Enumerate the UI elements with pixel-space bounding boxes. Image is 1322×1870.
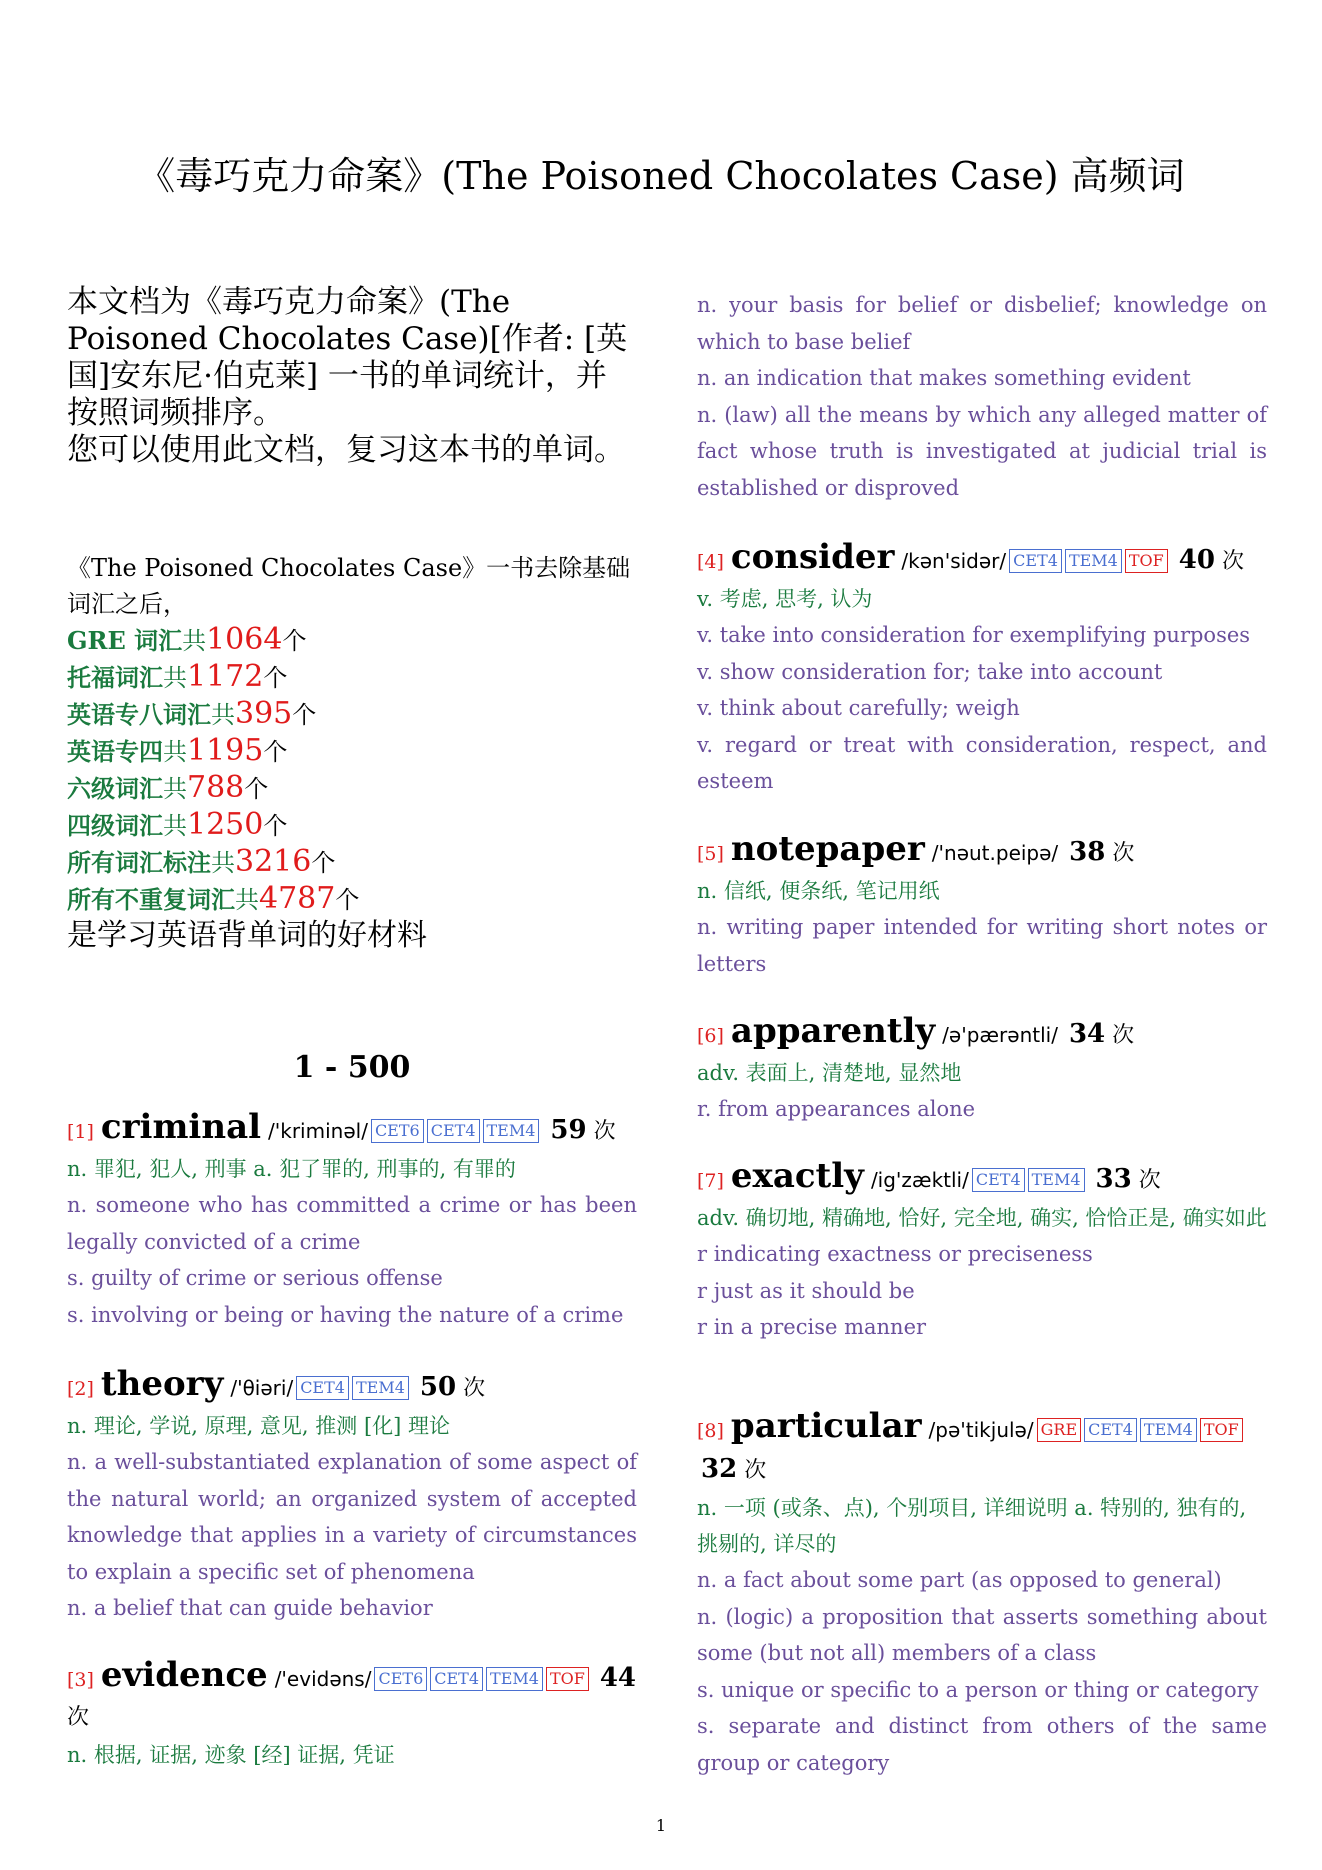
stat-unit: 个 <box>311 849 336 877</box>
entry-count: 40 <box>1178 545 1215 575</box>
entry-count-unit: 次 <box>463 1376 486 1401</box>
entry-tag: CET6 <box>374 1667 427 1691</box>
stat-label: 六级词汇 <box>67 774 163 803</box>
entry-index: [1] <box>67 1121 94 1143</box>
stats-block <box>67 550 637 954</box>
entry-tag: TOF <box>1125 549 1168 573</box>
word-entry <box>697 287 1267 506</box>
entry-phonetic: /kən'sidər/ <box>901 549 1007 573</box>
entry-tag: CET4 <box>427 1119 480 1143</box>
entry-count-unit: 次 <box>1138 1168 1161 1193</box>
stat-row <box>67 844 637 881</box>
entry-definition: n. a belief that can guide behavior <box>67 1596 433 1620</box>
intro-line-2: 您可以使用此文档，复习这本书的单词。 <box>67 432 625 468</box>
entry-definition: n. writing paper intended for writing short notes or letters <box>697 915 1267 976</box>
entry-phonetic: /ə'pærəntli/ <box>942 1023 1058 1047</box>
word-entry <box>697 1012 1267 1128</box>
entry-head <box>67 1108 637 1151</box>
stats-final: 是学习英语背单词的好材料 <box>67 918 427 953</box>
entry-tag: TEM4 <box>1028 1168 1085 1192</box>
entry-count: 59 <box>550 1115 587 1145</box>
entry-word: particular <box>730 1406 922 1446</box>
word-entry <box>67 1656 637 1773</box>
entry-definition: s. separate and distinct from others of the same group or category <box>697 1714 1267 1775</box>
stat-unit: 个 <box>263 664 288 692</box>
entry-count: 33 <box>1095 1164 1132 1194</box>
entry-word: criminal <box>100 1107 262 1147</box>
entry-count: 50 <box>419 1372 457 1402</box>
entry-definition: s. guilty of crime or serious offense <box>67 1266 443 1290</box>
entry-head <box>67 1656 637 1737</box>
stat-row <box>67 696 637 733</box>
entry-chinese: adv. 表面上, 清楚地, 显然地 <box>697 1061 962 1085</box>
entry-tag: CET4 <box>430 1667 483 1691</box>
stat-label: 所有词汇标注 <box>67 848 211 877</box>
entry-count: 34 <box>1068 1019 1106 1049</box>
entry-definition: n. someone who has committed a crime or has been legally convicted of a crime <box>67 1193 637 1254</box>
entry-phonetic: /'kriminəl/ <box>268 1119 368 1143</box>
word-entry <box>697 830 1267 982</box>
range-heading: 1 - 500 <box>293 1050 411 1085</box>
entry-head <box>697 538 1267 581</box>
entry-tag: TEM4 <box>352 1376 409 1400</box>
stat-number: 788 <box>187 770 245 805</box>
entry-head <box>67 1365 637 1408</box>
entry-definition: r in a precise manner <box>697 1315 927 1339</box>
stat-unit: 个 <box>282 627 307 655</box>
entry-count-unit: 次 <box>744 1458 767 1483</box>
stat-number: 1172 <box>187 659 264 694</box>
entry-index: [8] <box>697 1420 724 1442</box>
entry-phonetic: /'θiəri/ <box>230 1376 294 1400</box>
stat-row <box>67 770 637 807</box>
word-entry <box>697 1157 1267 1346</box>
entry-chinese: n. 罪犯, 犯人, 刑事 a. 犯了罪的, 刑事的, 有罪的 <box>67 1157 516 1181</box>
entry-definition: r. from appearances alone <box>697 1097 976 1121</box>
stat-row <box>67 733 637 770</box>
stat-label: 英语专八词汇 <box>67 700 211 729</box>
stat-unit: 个 <box>292 701 317 729</box>
entry-count-unit: 次 <box>67 1705 90 1730</box>
entry-word: theory <box>100 1364 224 1404</box>
stat-label: GRE 词汇 <box>67 626 183 655</box>
entry-head <box>697 1407 1267 1490</box>
stat-unit: 个 <box>263 738 288 766</box>
entry-word: exactly <box>730 1156 864 1196</box>
entry-chinese: n. 信纸, 便条纸, 笔记用纸 <box>697 879 940 903</box>
entry-definition: n. a fact about some part (as opposed to general) <box>697 1568 1222 1592</box>
entry-count: 32 <box>701 1454 738 1484</box>
entry-definition: n. an indication that makes something evident <box>697 366 1191 390</box>
entry-tag: TOF <box>546 1667 589 1691</box>
intro-text <box>67 284 637 469</box>
entry-count-unit: 次 <box>1112 1023 1135 1048</box>
entry-definition: n. (law) all the means by which any alleged matter of fact whose truth is investigated at judicial trial is established or disproved <box>697 402 1267 500</box>
entry-word: apparently <box>730 1011 936 1051</box>
stat-unit: 个 <box>263 812 288 840</box>
entry-tag: TOF <box>1200 1418 1243 1442</box>
entry-tag: CET6 <box>371 1119 424 1143</box>
entry-tag: CET4 <box>1009 549 1062 573</box>
stat-row <box>67 807 637 844</box>
entry-index: [6] <box>697 1025 724 1047</box>
entry-head <box>697 1157 1267 1200</box>
entry-chinese: adv. 确切地, 精确地, 恰好, 完全地, 确实, 恰恰正是, 确实如此 <box>697 1206 1267 1230</box>
entry-count-unit: 次 <box>1112 841 1135 866</box>
entry-head <box>697 1012 1267 1055</box>
stat-number: 4787 <box>259 881 336 916</box>
entry-definition: v. think about carefully; weigh <box>697 696 1020 720</box>
stat-unit: 个 <box>335 886 360 914</box>
entry-definition: v. show consideration for; take into account <box>697 659 1163 684</box>
entry-index: [2] <box>67 1378 94 1400</box>
entry-index: [3] <box>67 1669 94 1691</box>
stat-mid: 共 <box>182 627 207 655</box>
entry-tag: CET4 <box>296 1376 349 1400</box>
entry-chinese: n. 一项 (或条、点), 个别项目, 详细说明 a. 特别的, 独有的, 挑剔的, 详尽的 <box>697 1496 1247 1556</box>
stat-unit: 个 <box>244 775 269 803</box>
word-entry <box>67 1108 637 1333</box>
entry-definition: n. your basis for belief or disbelief; knowledge on which to base belief <box>697 293 1267 354</box>
entry-definition: s. involving or being or having the nature of a crime <box>67 1302 624 1327</box>
stat-mid: 共 <box>163 738 187 766</box>
stat-label: 英语专四 <box>67 737 163 766</box>
entry-chinese: n. 理论, 学说, 原理, 意见, 推测 [化] 理论 <box>67 1414 451 1438</box>
stat-label: 四级词汇 <box>67 811 163 840</box>
word-entry <box>697 1407 1267 1781</box>
entry-index: [7] <box>697 1170 724 1192</box>
entry-count-unit: 次 <box>593 1119 616 1144</box>
stat-mid: 共 <box>163 812 187 840</box>
entry-definition: n. (logic) a proposition that asserts something about some (but not all) members of a class <box>697 1604 1267 1665</box>
entry-word: consider <box>730 537 895 577</box>
stat-row <box>67 659 637 696</box>
entry-chinese: n. 根据, 证据, 迹象 [经] 证据, 凭证 <box>67 1743 395 1767</box>
page-number: 1 <box>655 1816 667 1835</box>
entry-count: 38 <box>1069 837 1106 867</box>
entry-word: notepaper <box>730 829 925 869</box>
stat-row <box>67 622 637 659</box>
entry-tag: CET4 <box>972 1168 1025 1192</box>
intro-line-1: 本文档为《毒巧克力命案》(The Poisoned Chocolates Case)[作者: [英国]安东尼·伯克莱] 一书的单词统计，并按照词频排序。 <box>67 284 628 431</box>
entry-chinese: v. 考虑, 思考, 认为 <box>697 587 873 611</box>
entry-tag: GRE <box>1037 1418 1082 1442</box>
entry-definition: v. regard or treat with consideration, respect, and esteem <box>697 732 1267 793</box>
entry-definition: s. unique or specific to a person or thing or category <box>697 1677 1259 1702</box>
stat-number: 1250 <box>187 807 264 842</box>
stat-label: 托福词汇 <box>67 663 163 692</box>
stat-mid: 共 <box>163 664 187 692</box>
entry-head <box>697 830 1267 873</box>
entry-index: [4] <box>697 551 724 573</box>
entry-tag: CET4 <box>1084 1418 1137 1442</box>
stat-mid: 共 <box>235 886 259 914</box>
stat-number: 1064 <box>206 622 283 657</box>
stat-mid: 共 <box>163 775 187 803</box>
stat-mid: 共 <box>211 701 235 729</box>
entry-definition: r indicating exactness or preciseness <box>697 1242 1093 1266</box>
stat-row <box>67 881 637 918</box>
entry-tag: TEM4 <box>1065 549 1122 573</box>
entry-definition: v. take into consideration for exemplifying purposes <box>697 623 1251 647</box>
stat-mid: 共 <box>211 849 235 877</box>
stat-number: 3216 <box>235 844 312 879</box>
stat-number: 395 <box>235 696 293 731</box>
entry-count: 44 <box>599 1663 637 1693</box>
entry-phonetic: /'nəut.peipə/ <box>931 841 1059 865</box>
entry-definition: r just as it should be <box>697 1278 915 1303</box>
entry-tag: TEM4 <box>1140 1418 1197 1442</box>
stat-number: 1195 <box>187 733 264 768</box>
entry-word: evidence <box>100 1655 268 1695</box>
word-entry <box>697 538 1267 800</box>
entry-definition: n. a well-substantiated explanation of some aspect of the natural world; an organized system of accepted knowledge that applies in a variety of circumstances to explain a specific set of phenomena <box>67 1450 637 1584</box>
entry-phonetic: /ig'zæktli/ <box>870 1168 969 1192</box>
entry-phonetic: /pə'tikjulə/ <box>928 1418 1034 1442</box>
entry-tag: TEM4 <box>486 1667 543 1691</box>
stats-lead: 《The Poisoned Chocolates Case》一书去除基础词汇之后， <box>67 554 631 618</box>
entry-index: [5] <box>697 843 724 865</box>
entry-phonetic: /'evidəns/ <box>274 1667 372 1691</box>
entry-tag: TEM4 <box>483 1119 540 1143</box>
page-title: 《毒巧克力命案》(The Poisoned Chocolates Case) 高频词 <box>137 154 1185 198</box>
word-entry <box>67 1365 637 1627</box>
stat-label: 所有不重复词汇 <box>67 885 235 914</box>
entry-count-unit: 次 <box>1221 549 1244 574</box>
